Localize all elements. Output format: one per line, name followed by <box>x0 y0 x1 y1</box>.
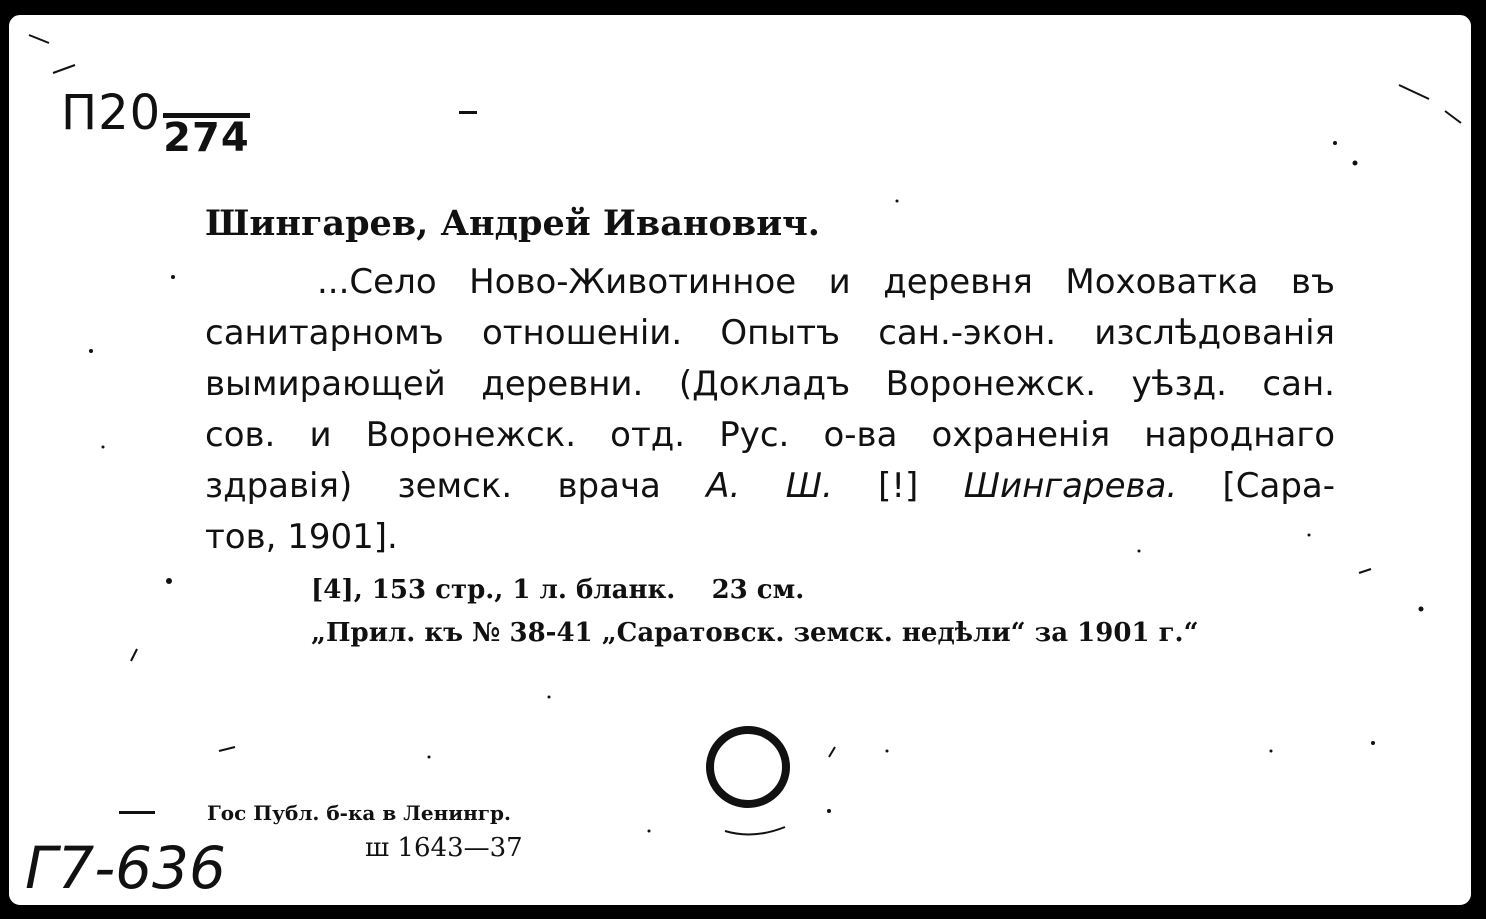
library-code: ш 1643—37 <box>365 833 523 863</box>
catalog-card <box>6 12 1474 908</box>
title-line5-after: [Сара- <box>1222 466 1336 506</box>
title-line: вымирающей деревни. (Докладъ Воронежск. уѣзд. сан. <box>205 364 1335 404</box>
series-note: „Прил. къ № 38-41 „Саратовск. земск. недѣли“ за 1901 г.“ <box>311 618 1199 648</box>
title-line: санитарномъ отношеніи. Опытъ сан.-экон. изслѣдованія <box>205 313 1335 353</box>
library-name: Гос Публ. б-ка в Ленингр. <box>207 801 511 825</box>
title-line: ...Село Ново-Животинное и деревня Моховатка въ <box>317 262 1335 302</box>
title-line5-before: здравія) земск. врача <box>205 466 661 506</box>
title-line: сов. и Воронежск. отд. Рус. о-ва охраненія народнаго <box>205 415 1335 455</box>
shelf-mark-top-sub: 274 <box>163 115 250 161</box>
collation: [4], 153 стр., 1 л. бланк. 23 см. <box>311 575 805 605</box>
title-line: тов, 1901]. <box>205 517 398 557</box>
author-heading: Шингарев, Андрей Иванович. <box>205 203 820 244</box>
paper-specks <box>9 15 1474 908</box>
sic-mark: [!] <box>878 466 919 506</box>
author-name-genitive: Шингарева. <box>963 466 1178 506</box>
author-initials: А. Ш. <box>706 466 833 506</box>
shelf-mark-top-main: П20 <box>61 85 162 141</box>
shelf-mark-bottom: Г7-636 <box>25 834 226 902</box>
